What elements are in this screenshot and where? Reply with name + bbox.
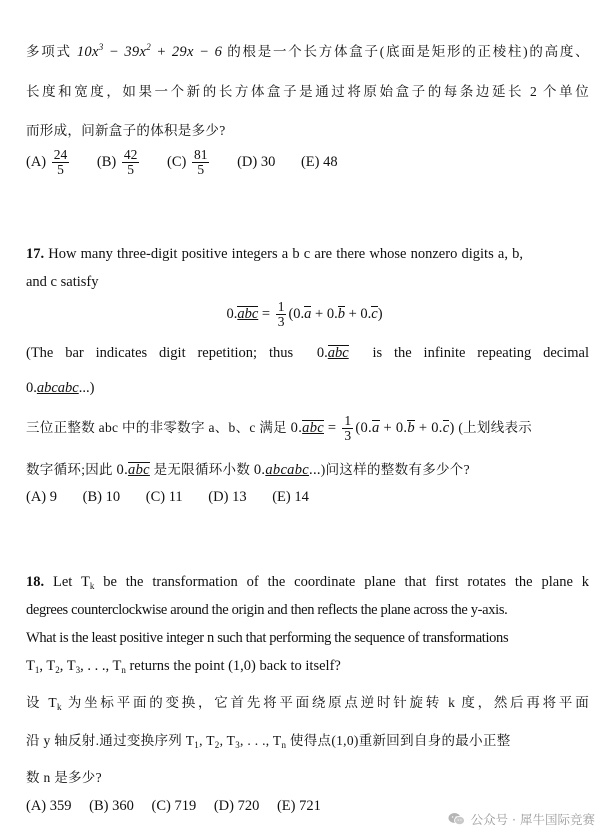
- q16-polynomial: $10x^3 - 39x^2 + 29x - 6$: [76, 42, 223, 60]
- q17-choice-b: (B) 10: [82, 489, 121, 505]
- q16-line-3: 而形成，问新盒子的体积是多少?: [26, 123, 226, 138]
- q18-line-1: 18. Let $T_k$ be the transformation of the coordinate plane that first rotates the plane k: [26, 574, 590, 591]
- q17-choice-e: (E) 14: [272, 489, 309, 505]
- q17-line-1: [26, 246, 523, 263]
- q16-line-1: [26, 40, 589, 61]
- q18-choice-e: (E) 721: [276, 798, 321, 814]
- wechat-icon: [448, 812, 465, 826]
- q17-note-text-b: is the infinite repeating decimal: [372, 345, 590, 361]
- q17-note-line-2: 0.abcabc...): [26, 380, 95, 396]
- q17-zh-text-e: )问这样的整数有多少个?: [320, 462, 470, 477]
- q18-line-2: degrees counterclockwise around the origin and then reflects the plane across the y-axis.: [26, 602, 508, 618]
- q17-choice-c: (C) 11: [145, 489, 183, 505]
- q16-line-1-suffix: 的根是一个长方体盒子(底面是矩形的正棱柱)的高度、: [227, 44, 589, 59]
- q17-note-text-a: (The bar indicates digit repetition; thus: [26, 345, 294, 361]
- q16-choice-e: (E) 48: [300, 154, 338, 170]
- q18-zh-line-3: 数 n 是多少?: [26, 770, 102, 785]
- q17-choice-a: (A) 9: [26, 489, 58, 505]
- q17-zh-text-c: 数字循环;因此: [26, 462, 113, 477]
- q17-formula: 0.abc = $\frac{1}{3}$ (0.a + 0.b + 0.c): [226, 299, 383, 330]
- q18-zh-line-2: 沿 y 轴反射.通过变换序列 $T_1$, $T_2$, $T_3$, . . ., $T_n$ 使得点(1,0)重新回到自身的最小正整: [26, 733, 511, 750]
- q17-zh-text-b: (上划线表示: [458, 420, 533, 435]
- q16-choice-d: (D) 30: [237, 154, 276, 170]
- q17-line-2: and c satisfy: [26, 274, 99, 290]
- q18-line-3: What is the least positive integer n such that performing the sequence of transformations: [26, 630, 509, 646]
- q17-line-1-text: How many three-digit positive integers a b c are there whose nonzero digits a, b,: [48, 246, 523, 262]
- q18-choice-b: (B) 360: [89, 798, 134, 814]
- q16-choices: [26, 148, 589, 177]
- q18-choice-a: (A) 359: [26, 798, 72, 814]
- q17-zh-text-d: 是无限循环小数: [153, 462, 251, 477]
- q18-choice-c: (C) 719: [151, 798, 197, 814]
- watermark: [448, 810, 595, 828]
- q17-choice-d: (D) 13: [208, 489, 247, 505]
- q17-zh-line-1: 三位正整数 abc 中的非零数字 a、b、c 满足 0.abc = $\frac{1}{3}$ (0.a + 0.b + 0.c) (上划线表示: [26, 413, 533, 444]
- q18-line-1-text: be the transformation of the coordinate plane that first rotates the plane k: [103, 574, 590, 590]
- q18-zh-line-1: 设 $T_k$ 为坐标平面的变换，它首先将平面绕原点逆时针旋转 k 度，然后再将平面: [26, 695, 589, 712]
- q16-choice-a: (A) $\frac{24}{5}$: [26, 147, 68, 178]
- q17-number: 17.: [26, 246, 45, 262]
- q16-line-1-prefix: 多项式: [26, 44, 72, 59]
- q16-line-2: 长度和宽度，如果一个新的长方体盒子是通过将原始盒子的每条边延长 2 个单位: [26, 84, 589, 99]
- q18-choice-d: (D) 720: [213, 798, 260, 814]
- q16-choice-b: (B) $\frac{42}{5}$: [96, 147, 138, 178]
- q18-number: 18.: [26, 574, 45, 590]
- q17-note-line-1: (The bar indicates digit repetition; thus 0.abc is the infinite repeating decimal: [26, 345, 590, 361]
- q17-choices: [26, 489, 589, 506]
- q16-choice-c: (C) $\frac{81}{5}$: [166, 147, 208, 178]
- q17-zh-text-a: 三位正整数 abc 中的非零数字 a、b、c 满足: [26, 420, 287, 435]
- q18-line-4: $T_1$, $T_2$, $T_3$, . . ., $T_n$ returns the point (1,0) back to itself?: [26, 658, 341, 675]
- q17-zh-line-2: 数字循环;因此 0.abc 是无限循环小数 0.abcabc...)问这样的整数有多少个?: [26, 462, 470, 478]
- watermark-text: 公众号 · 犀牛国际竞赛: [470, 812, 595, 827]
